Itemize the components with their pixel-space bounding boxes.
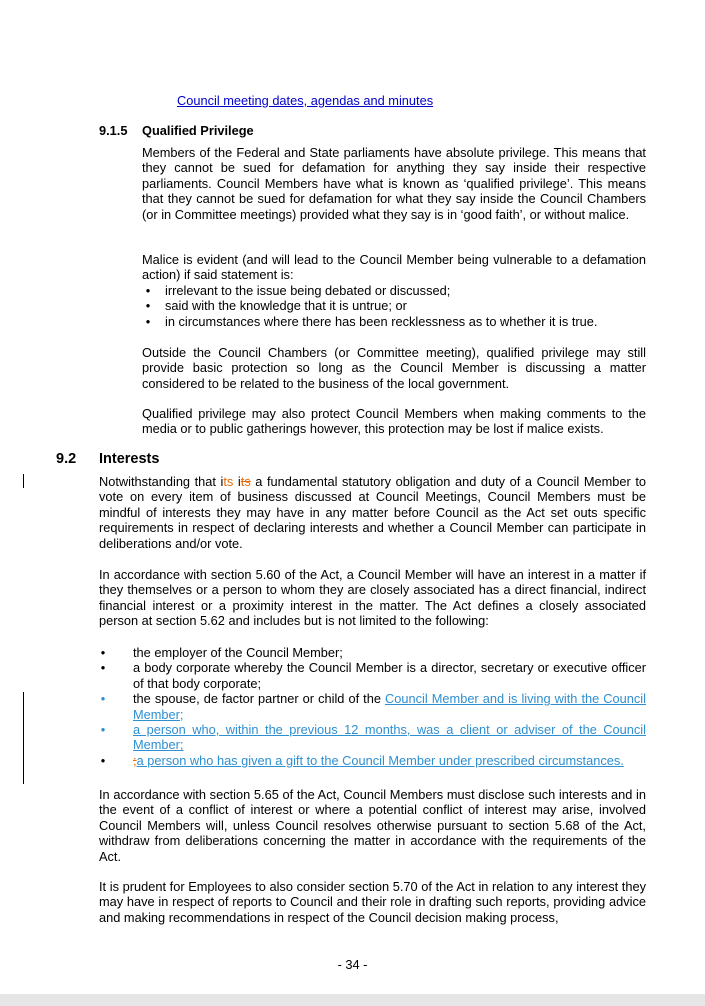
section-title: Interests <box>99 451 160 467</box>
bullet-icon: • <box>100 660 106 676</box>
privilege-paragraph-2: Malice is evident (and will lead to the Council Member being vulnerable to a defamation action) if said statement is: <box>142 252 646 283</box>
list-item: • in circumstances where there has been recklessness as to whether it is true. <box>142 314 646 329</box>
page-number: - 34 - <box>337 957 368 972</box>
bullet-icon: • <box>145 313 151 329</box>
bullet-icon: • <box>145 283 151 298</box>
tracked-deletion: ts <box>240 474 251 489</box>
interests-paragraph-1: Notwithstanding that its its a fundamental statutory obligation and duty of a Council Member to vote on every item of business discussed at Council Meetings, Council Members must be mindful of interests they may have in any matter before Council as the Act set outs specific requirements in respect of declaring interests and whether a Council Member can participate in deliberations and/or vote. <box>99 474 646 551</box>
meeting-dates-link[interactable]: Council meeting dates, agendas and minutes <box>177 93 434 108</box>
tracked-insertion: Council Member and is living with the Council Member; <box>133 691 646 722</box>
interests-paragraph-2: In accordance with section 5.60 of the Act, a Council Member will have an interest in a matter if they themselves or a person to whom they are closely associated has a direct financial, indirect financial interest or a proximity interest in the matter. The Act defines a closely associated person at section 5.62 and includes but is not limited to the following: <box>99 567 646 629</box>
privilege-paragraph-4: Qualified privilege may also protect Council Members when making comments to the media or to public gatherings however, this protection may be lost if malice exists. <box>142 406 646 437</box>
change-bar <box>23 474 24 488</box>
section-number: 9.2 <box>56 451 77 467</box>
interests-paragraph-3: In accordance with section 5.65 of the Act, Council Members must disclose such interests and in the event of a conflict of interest or where a potential conflict of interest may arise, involved Council Members will, unless Council resolves otherwise pursuant to section 5.68 of the Act, withdraw from deliberations concerning the matter in accordance with the requirements of the Act. <box>99 787 646 864</box>
bullet-icon: • <box>100 691 106 707</box>
page-bottom-margin <box>0 994 705 1006</box>
privilege-paragraph-3: Outside the Council Chambers (or Committee meeting), qualified privilege may still provide basic protection so long as the Council Member is discussing a matter considered to be related to the business of the local government. <box>142 345 646 391</box>
privilege-paragraph-1: Members of the Federal and State parliaments have absolute privilege. This means that they cannot be sued for defamation for anything they say inside their respective parliaments. Council Members have what is known as ‘qualified privilege’. This means that they cannot be sued for defamation for what they say inside the Council Chambers (or in Committee meetings) provided what they say is in ‘good faith’, or without malice. <box>142 145 646 222</box>
interests-paragraph-4: It is prudent for Employees to also consider section 5.70 of the Act in relation to any interest they may have in respect of reports to Council and their role in drafting such reports, providing advice and making recommendations in respect of the Council decision making process, <box>99 879 646 925</box>
tracked-insertion: a person who, within the previous 12 months, was a client or adviser of the Council Member; <box>133 722 646 753</box>
list-item: • said with the knowledge that it is untrue; or <box>142 298 646 313</box>
associated-person-list <box>99 645 646 768</box>
bullet-icon: • <box>100 752 106 768</box>
tracked-insertion: ts <box>223 474 234 489</box>
bullet-icon: • <box>100 645 106 660</box>
list-item <box>99 753 646 768</box>
section-heading-9-1-5 <box>99 123 254 138</box>
section-heading-9-2 <box>56 451 159 467</box>
malice-bullet-list <box>142 283 646 329</box>
list-item: • irrelevant to the issue being debated or discussed; <box>142 283 646 298</box>
bullet-icon: • <box>100 722 106 738</box>
list-item: • the spouse, de factor partner or child of the Council Member and is living with the Council Member; <box>100 691 646 722</box>
list-item <box>99 722 646 753</box>
tracked-deletion: ; <box>133 752 137 768</box>
list-item: • a body corporate whereby the Council Member is a director, secretary or executive officer of that body corporate; <box>100 660 646 691</box>
section-number: 9.1.5 <box>99 123 128 138</box>
list-item: • the employer of the Council Member; <box>100 645 343 660</box>
bullet-icon: • <box>145 298 151 314</box>
change-bar <box>23 692 24 784</box>
tracked-insertion: a person who has given a gift to the Council Member under prescribed circumstances. <box>136 752 624 768</box>
section-title: Qualified Privilege <box>142 123 254 138</box>
